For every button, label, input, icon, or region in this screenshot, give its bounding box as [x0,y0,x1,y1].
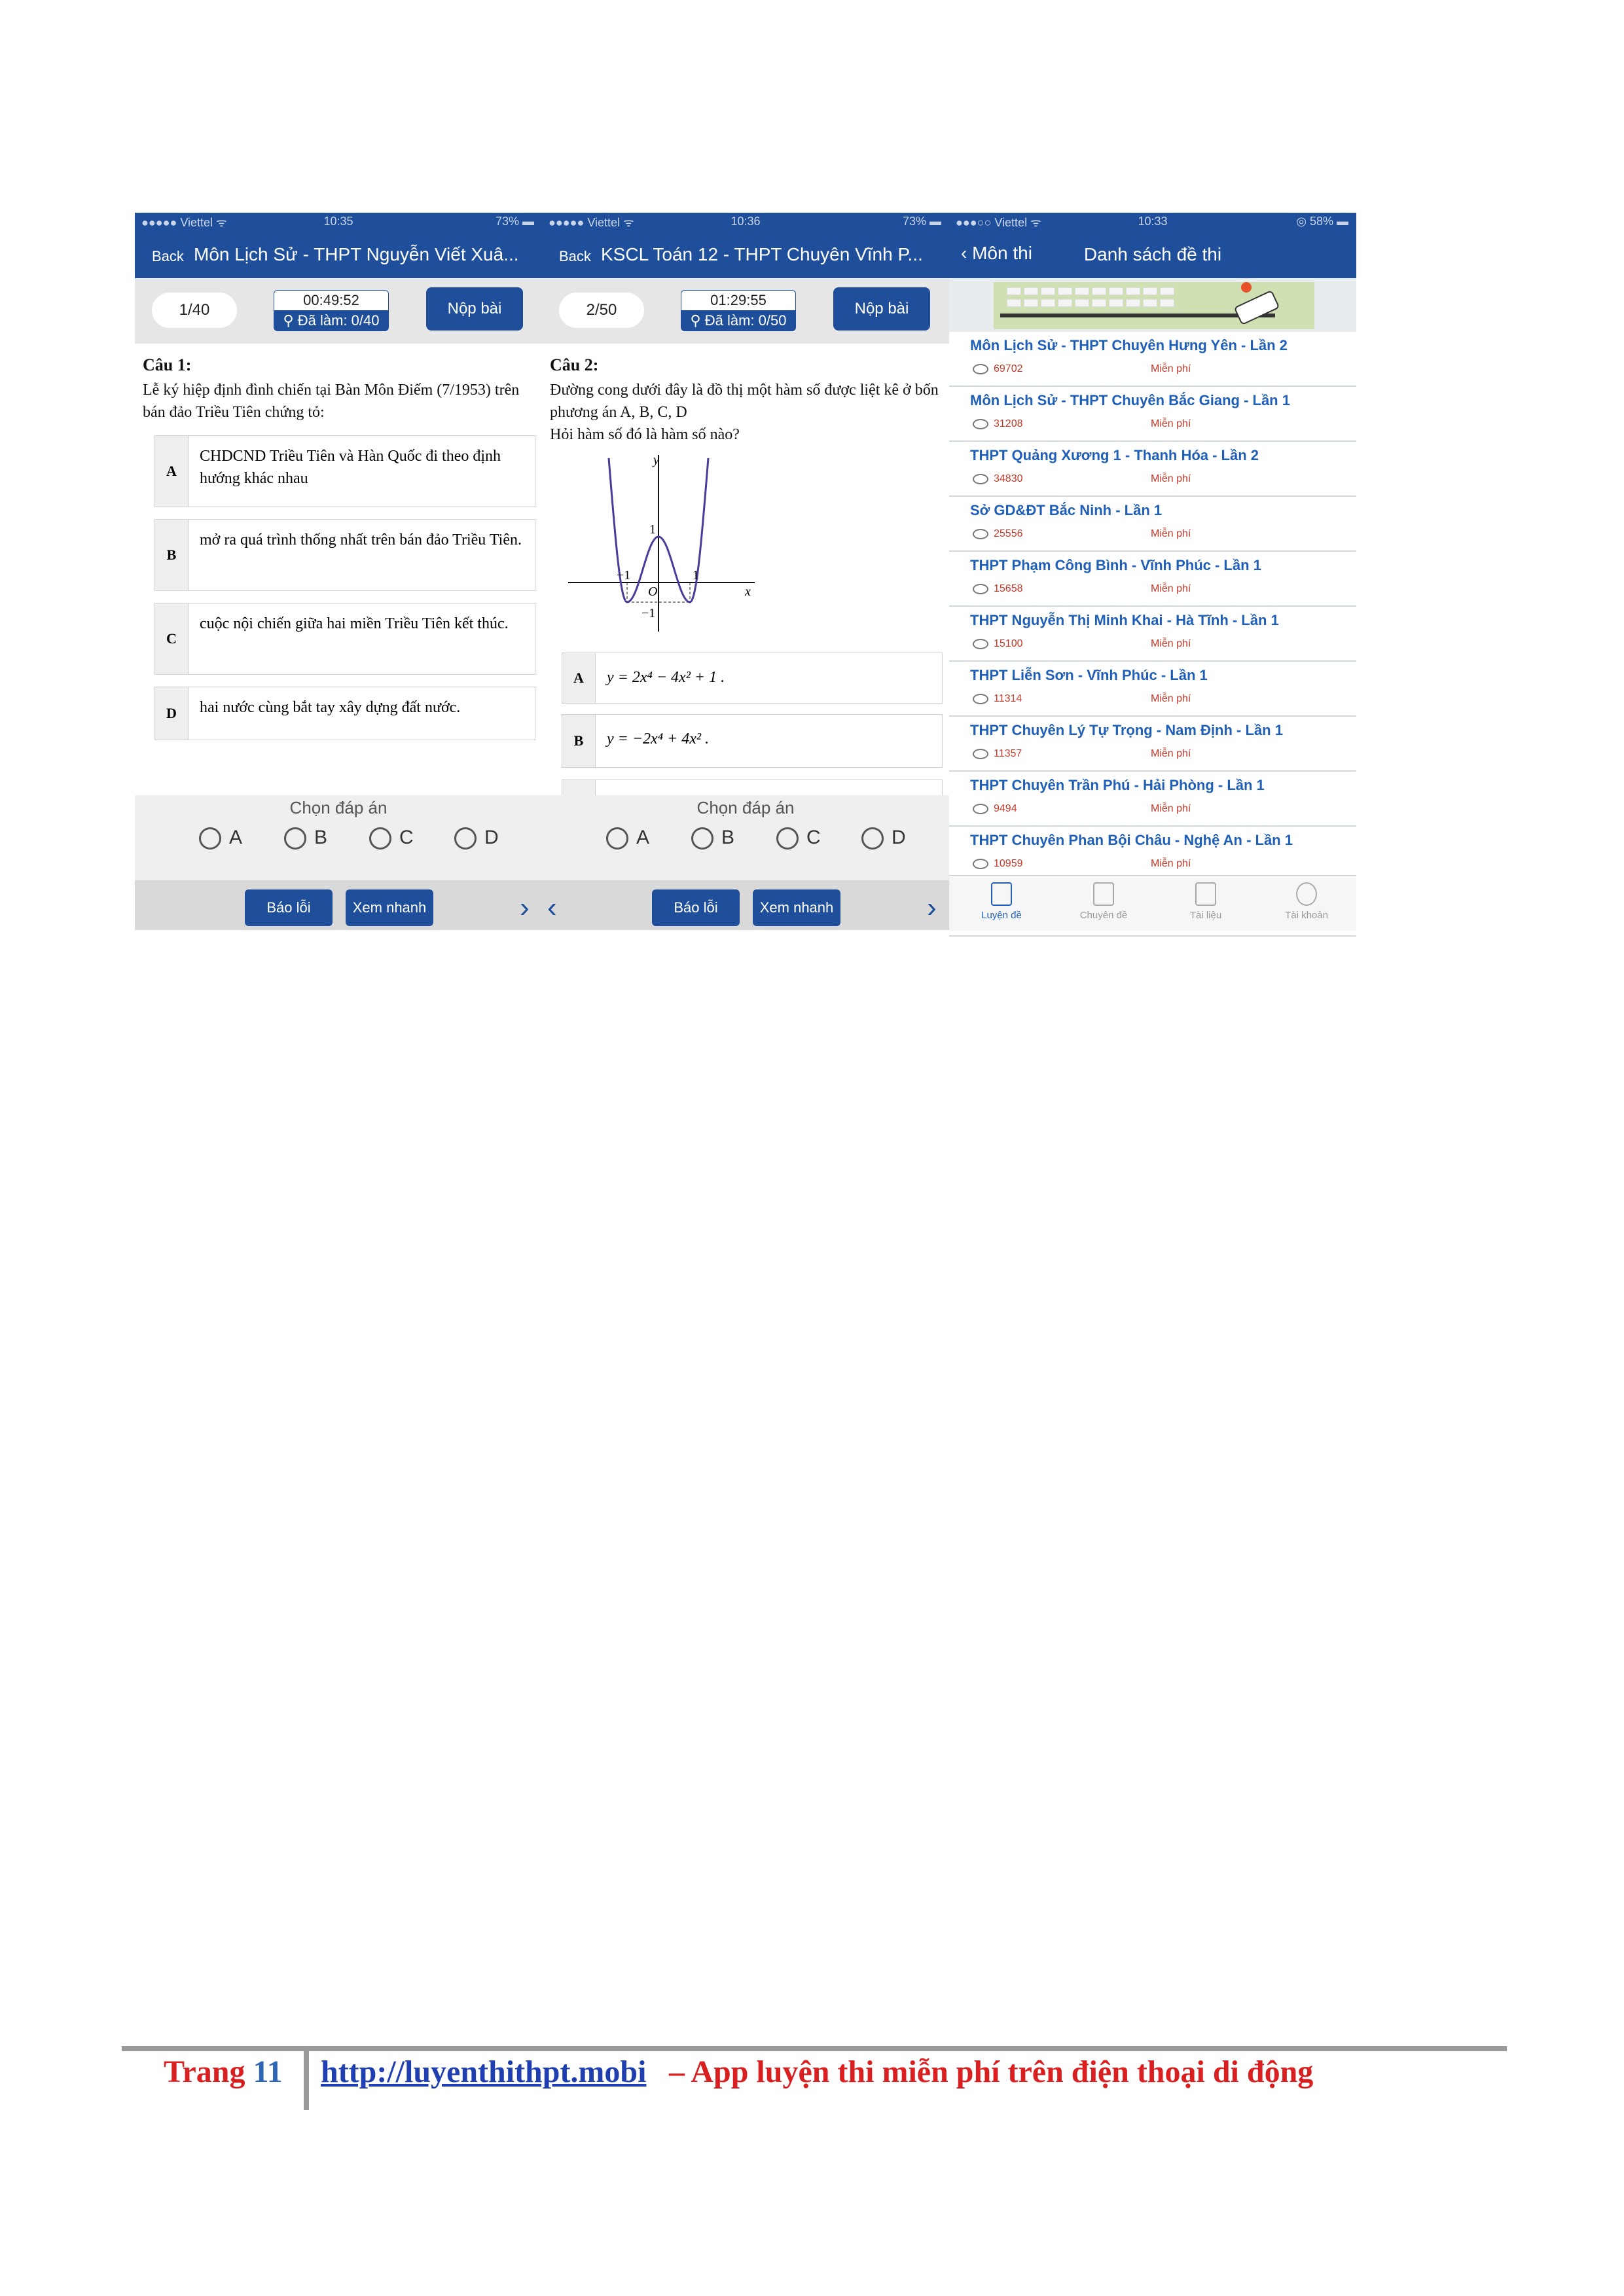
exam-name: THPT Quảng Xương 1 - Thanh Hóa - Lần 2 [970,447,1259,463]
question-counter[interactable]: 2/50 [559,293,644,328]
book-icon [1195,882,1216,906]
timer-value: 00:49:52 [274,290,389,310]
pin-icon [1241,282,1252,293]
eye-icon [973,529,988,539]
footer-divider [304,2051,309,2110]
question-text-2: Hỏi hàm số đó là hàm số nào? [550,426,740,443]
radio-d[interactable]: D [454,827,499,850]
chooser-caption: Chọn đáp án [289,798,388,817]
view-count: 34830 [973,473,1023,485]
answer-chooser [542,795,949,880]
view-count: 15100 [973,638,1023,650]
origin-label: O [648,584,658,599]
prev-icon[interactable]: ‹ [547,891,557,924]
answer-chooser [135,795,542,880]
nav-bar [542,231,949,278]
exam-name: THPT Chuyên Phan Bội Châu - Nghệ An - Lần 1 [970,832,1293,848]
exam-footer [542,880,949,930]
price-label: Miễn phí [1151,528,1191,539]
question-counter[interactable]: 1/40 [152,293,237,328]
footer-rule [122,2046,1507,2051]
status-bar [949,213,1356,231]
option-letter: A [155,436,189,507]
report-button[interactable]: Báo lỗi [245,889,333,926]
exam-name: THPT Liễn Sơn - Vĩnh Phúc - Lần 1 [970,667,1208,683]
page-number [164,2054,283,2090]
quick-view-button[interactable]: Xem nhanh [753,889,840,926]
nav-bar [135,231,542,278]
question-text: Đường cong dưới đây là đồ thị một hàm số được liệt kê ở bốn phương án A, B, C, D [550,382,939,421]
price-label: Miễn phí [1151,803,1191,814]
exam-title: KSCL Toán 12 - THPT Chuyên Vĩnh P... [601,244,923,264]
option-b[interactable] [562,714,943,768]
tagline: – App luyện thi miễn phí trên điện thoại di động [669,2054,1314,2089]
question [143,355,537,423]
clock: 10:36 [731,215,761,228]
exam-list [949,332,1356,875]
question-label: Câu 2: [550,355,599,374]
question-label: Câu 1: [143,355,192,374]
option-a[interactable] [562,653,943,704]
radio-d[interactable]: D [861,827,906,850]
radio-b[interactable]: B [691,827,734,850]
battery: ◎ 58% ▬ [1296,215,1348,228]
radio-c[interactable]: C [369,827,414,850]
exam-screen-math [542,213,949,930]
chooser-caption: Chọn đáp án [696,798,795,817]
list-item[interactable] [949,662,1356,717]
price-label: Miễn phí [1151,858,1191,869]
quick-view-button[interactable]: Xem nhanh [346,889,433,926]
option-letter: A [562,653,596,703]
eye-icon [973,584,988,594]
exam-toolbar [542,278,949,344]
exam-toolbar [135,278,542,344]
battery: 73% ▬ [902,215,941,228]
option-letter: B [155,520,189,590]
list-item[interactable] [949,387,1356,442]
eye-icon [973,364,988,374]
timer-value: 01:29:55 [681,290,796,310]
option-a[interactable] [154,435,535,507]
banner-image[interactable] [949,278,1356,332]
option-text: mở ra quá trình thống nhất trên bán đảo Triều Tiên. [200,531,522,548]
view-count: 69702 [973,363,1023,375]
eye-icon [973,859,988,869]
view-count: 31208 [973,418,1023,430]
view-count: 11314 [973,693,1022,705]
submit-button[interactable]: Nộp bài [426,287,523,331]
exam-name: Môn Lịch Sử - THPT Chuyên Hưng Yên - Lần 2 [970,337,1288,353]
price-label: Miễn phí [1151,693,1191,704]
done-count: ⚲ Đã làm: 0/40 [274,310,389,331]
clock: 10:35 [323,215,353,228]
price-label: Miễn phí [1151,583,1191,594]
option-text: y = 2x⁴ − 4x² + 1 . [607,669,725,686]
exam-name: THPT Chuyên Lý Tự Trọng - Nam Định - Lần 1 [970,722,1283,738]
map-illustration [994,282,1314,329]
submit-button[interactable]: Nộp bài [833,287,930,331]
option-c[interactable] [154,603,535,675]
page-num: 11 [253,2054,283,2089]
list-item[interactable] [949,442,1356,497]
option-letter: C [155,603,189,674]
list-icon [1093,882,1114,906]
nav-bar [949,231,1356,278]
back-button[interactable]: Back [152,248,184,264]
status-bar [542,213,949,231]
option-letter: D [155,687,189,740]
page-word: Trang [164,2054,245,2089]
list-item[interactable] [949,497,1356,552]
eye-icon [973,749,988,759]
radio-a[interactable]: A [199,827,242,850]
price-label: Miễn phí [1151,748,1191,759]
x-axis-label: x [745,584,751,599]
tab-practice[interactable]: Luyện đề [969,882,1034,921]
option-text: CHDCND Triều Tiên và Hàn Quốc đi theo định hướng khác nhau [200,448,501,487]
eye-icon [973,474,988,484]
carrier: ●●●○○ Viettel ᯤ [956,216,1041,229]
list-item[interactable] [949,772,1356,827]
eye-icon [973,419,988,429]
option-b[interactable] [154,519,535,591]
radio-c[interactable]: C [776,827,821,850]
question-text: Lễ ký hiệp định đình chiến tại Bàn Môn Điếm (7/1953) trên bán đảo Triều Tiên chứng tỏ: [143,382,520,421]
tab-bar [949,875,1356,931]
price-label: Miễn phí [1151,418,1191,429]
next-icon[interactable]: › [927,891,937,924]
tab-account[interactable]: Tài khoản [1274,882,1339,921]
user-icon [1296,882,1317,906]
back-button[interactable]: ‹ Môn thi [961,243,1032,263]
carrier: ●●●●● Viettel ᯤ [141,216,227,229]
price-label: Miễn phí [1151,638,1191,649]
status-bar [135,213,542,231]
x-one-label: 1 [693,568,699,583]
list-item[interactable] [949,827,1356,882]
question [550,355,944,446]
eye-icon [973,804,988,814]
y-one-label: 1 [649,522,656,537]
done-count: ⚲ Đã làm: 0/50 [681,310,796,331]
option-text: cuộc nội chiến giữa hai miền Triều Tiên kết thúc. [200,615,509,632]
battery: 73% ▬ [495,215,534,228]
view-count: 10959 [973,858,1023,870]
exam-name: Môn Lịch Sử - THPT Chuyên Bắc Giang - Lần 1 [970,392,1290,408]
x-neg-one-label: −1 [617,568,631,583]
exam-screen-history [135,213,542,930]
eye-icon [973,694,988,704]
option-text: y = −2x⁴ + 4x² . [607,730,710,747]
radio-a[interactable]: A [606,827,649,850]
view-count: 11357 [973,748,1022,760]
option-letter: B [562,715,596,767]
list-item[interactable] [949,717,1356,772]
report-button[interactable]: Báo lỗi [652,889,740,926]
site-link[interactable]: http://luyenthithpt.mobi [321,2054,647,2089]
eye-icon [973,639,988,649]
tab-topics[interactable]: Chuyên đề [1071,882,1136,921]
y-axis-label: y [653,453,659,467]
view-count: 9494 [973,803,1017,815]
exam-footer [135,880,542,930]
next-icon[interactable]: › [520,891,530,924]
car-icon [1234,290,1280,325]
tab-documents[interactable]: Tài liệu [1173,882,1238,921]
exam-name: THPT Chuyên Trần Phú - Hải Phòng - Lần 1 [970,777,1265,793]
timer [681,290,796,332]
exam-title: Môn Lịch Sử - THPT Nguyễn Viết Xuâ... [194,244,519,264]
practice-icon [991,882,1012,906]
radio-b[interactable]: B [284,827,327,850]
exam-name: THPT Nguyễn Thị Minh Khai - Hà Tĩnh - Lần 1 [970,612,1279,628]
y-neg-one-label: −1 [641,606,656,620]
exam-list-screen [949,213,1356,930]
view-count: 15658 [973,583,1023,595]
back-button[interactable]: Back [559,248,591,264]
clock: 10:33 [1138,215,1168,228]
exam-name: THPT Phạm Công Bình - Vĩnh Phúc - Lần 1 [970,557,1261,573]
option-d[interactable] [154,687,535,740]
option-text: hai nước cùng bắt tay xây dựng đất nước. [200,699,461,716]
exam-name: Sở GD&ĐT Bắc Ninh - Lần 1 [970,502,1163,518]
function-graph [568,455,758,638]
list-item[interactable] [949,332,1356,387]
app-screenshots [135,213,1356,930]
list-item[interactable] [949,552,1356,607]
list-title: Danh sách đề thi [1083,244,1222,264]
timer [274,290,389,332]
view-count: 25556 [973,528,1023,540]
carrier: ●●●●● Viettel ᯤ [549,216,634,229]
price-label: Miễn phí [1151,473,1191,484]
price-label: Miễn phí [1151,363,1191,374]
list-item[interactable] [949,607,1356,662]
